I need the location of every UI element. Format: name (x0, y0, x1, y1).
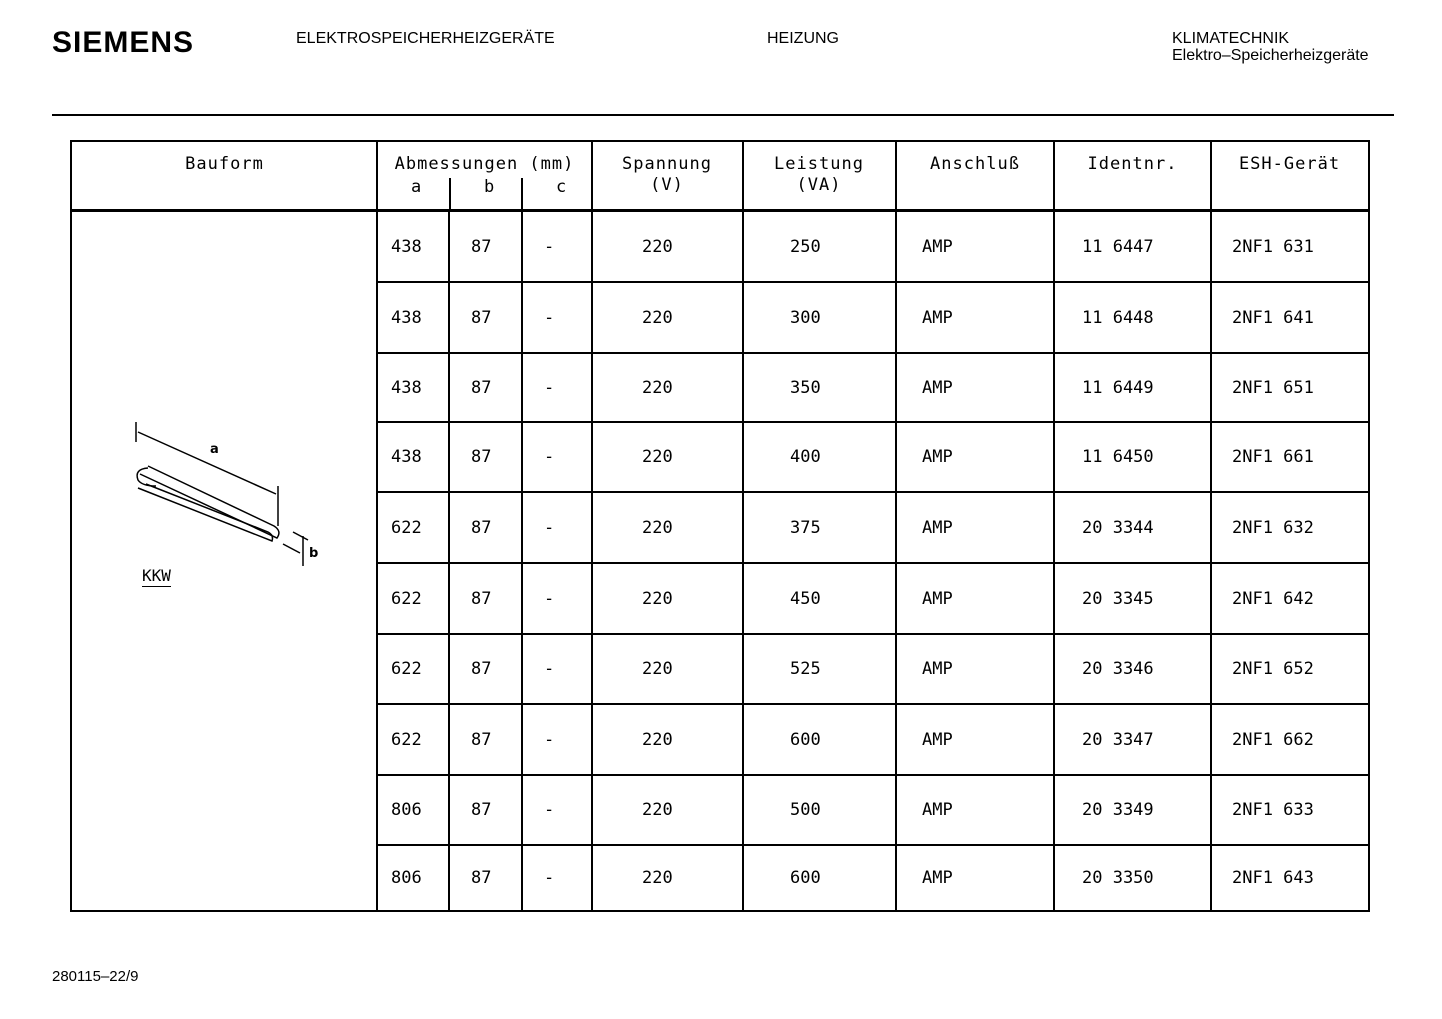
header-anschluss: Anschluß (930, 154, 1020, 174)
cell-ident: 20 3344 (1082, 517, 1154, 538)
cell-esh: 2NF1 651 (1232, 377, 1314, 398)
cell-v: 220 (642, 659, 673, 679)
cell-v: 220 (642, 307, 673, 328)
cell-conn: AMP (922, 588, 953, 609)
cell-c: - (544, 659, 555, 679)
cell-b: 87 (471, 377, 492, 398)
cell-ident: 11 6449 (1082, 377, 1154, 398)
cell-c: - (544, 729, 555, 750)
footer-code: 280115–22/9 (52, 968, 139, 985)
header-leistung-unit: (VA) (796, 175, 842, 195)
cell-conn: AMP (922, 236, 953, 257)
element-outer-shape (140, 466, 279, 538)
table-row (377, 635, 1368, 705)
table-row (377, 776, 1368, 846)
cell-va: 525 (790, 659, 821, 679)
header-category: ELEKTROSPEICHERHEIZGERÄTE (296, 30, 555, 47)
cell-conn: AMP (922, 868, 953, 888)
cell-a: 806 (391, 800, 422, 820)
cell-ident: 20 3350 (1082, 868, 1154, 888)
header-section: HEIZUNG (767, 30, 839, 47)
cell-b: 87 (471, 729, 492, 750)
cell-esh: 2NF1 661 (1232, 447, 1314, 467)
cell-v: 220 (642, 377, 673, 398)
cell-a: 438 (391, 307, 422, 328)
header-right-line1: KLIMATECHNIK (1172, 30, 1290, 47)
cell-b: 87 (471, 517, 492, 538)
table-row (377, 283, 1368, 354)
cell-c: - (544, 236, 555, 257)
cell-v: 220 (642, 868, 673, 888)
header-identnr: Identnr. (1087, 154, 1178, 174)
table-row (377, 846, 1368, 910)
cell-va: 400 (790, 447, 821, 467)
cell-esh: 2NF1 633 (1232, 800, 1314, 820)
cell-c: - (544, 307, 555, 328)
table-row (377, 564, 1368, 635)
cell-b: 87 (471, 307, 492, 328)
header-esh: ESH-Gerät (1238, 154, 1341, 174)
cell-c: - (544, 800, 555, 820)
cell-ident: 20 3347 (1082, 729, 1154, 750)
cell-va: 450 (790, 588, 821, 609)
cell-va: 300 (790, 307, 821, 328)
cell-esh: 2NF1 662 (1232, 729, 1314, 750)
header-right-line2: Elektro–Speicherheizgeräte (1172, 47, 1369, 64)
cell-v: 220 (642, 588, 673, 609)
dimension-line (283, 544, 300, 553)
cell-c: - (544, 517, 555, 538)
table-row (377, 423, 1368, 493)
cell-a: 622 (391, 729, 422, 750)
header-sub-divider (449, 178, 451, 212)
cell-conn: AMP (922, 659, 953, 679)
header-spannung (592, 154, 742, 196)
cell-a: 622 (391, 517, 422, 538)
cell-esh: 2NF1 642 (1232, 588, 1314, 609)
header-sub-divider (521, 178, 523, 212)
cell-c: - (544, 588, 555, 609)
cell-esh: 2NF1 652 (1232, 659, 1314, 679)
cell-b: 87 (471, 447, 492, 467)
cell-a: 438 (391, 447, 422, 467)
drawing-label-b: b (309, 546, 319, 561)
header-abmessungen: Abmessungen (mm) (394, 154, 575, 174)
cell-conn: AMP (922, 447, 953, 467)
cell-c: - (544, 377, 555, 398)
cell-conn: AMP (922, 800, 953, 820)
header-sub-a: a (411, 177, 422, 197)
header-leistung (742, 154, 896, 196)
heating-element-drawing (128, 414, 358, 584)
table-row (377, 354, 1368, 423)
table-header-row (72, 142, 1368, 212)
cell-c: - (544, 868, 555, 888)
header-spannung-unit: (V) (650, 175, 684, 195)
cell-va: 500 (790, 800, 821, 820)
cell-b: 87 (471, 800, 492, 820)
cell-b: 87 (471, 588, 492, 609)
cell-ident: 20 3345 (1082, 588, 1154, 609)
cell-ident: 20 3349 (1082, 800, 1154, 820)
header-bauform: Bauform (185, 154, 264, 174)
table-row (377, 212, 1368, 283)
cell-ident: 11 6450 (1082, 447, 1154, 467)
cell-b: 87 (471, 236, 492, 257)
cell-v: 220 (642, 236, 673, 257)
cell-va: 375 (790, 517, 821, 538)
cell-a: 622 (391, 659, 422, 679)
cell-v: 220 (642, 517, 673, 538)
cell-a: 438 (391, 236, 422, 257)
header-sub-b: b (484, 177, 495, 197)
bauform-label: KKW (142, 566, 171, 585)
header-sub-c: c (556, 177, 567, 197)
cell-b: 87 (471, 868, 492, 888)
cell-a: 622 (391, 588, 422, 609)
header-spannung-label: Spannung (622, 154, 712, 174)
drawing-label-a: a (210, 442, 219, 457)
cell-v: 220 (642, 729, 673, 750)
cell-a: 806 (391, 868, 422, 888)
cell-conn: AMP (922, 377, 953, 398)
cell-esh: 2NF1 632 (1232, 517, 1314, 538)
cell-ident: 11 6447 (1082, 236, 1154, 257)
dimension-line (138, 432, 276, 494)
header-leistung-label: Leistung (774, 154, 864, 174)
cell-b: 87 (471, 659, 492, 679)
cell-va: 250 (790, 236, 821, 257)
cell-conn: AMP (922, 307, 953, 328)
cell-esh: 2NF1 641 (1232, 307, 1314, 328)
brand-logo: SIEMENS (52, 26, 195, 59)
table-row (377, 705, 1368, 776)
cell-ident: 11 6448 (1082, 307, 1154, 328)
cell-esh: 2NF1 631 (1232, 236, 1314, 257)
cell-a: 438 (391, 377, 422, 398)
cell-c: - (544, 447, 555, 467)
parts-table (70, 140, 1370, 912)
cell-v: 220 (642, 800, 673, 820)
cell-v: 220 (642, 447, 673, 467)
cell-va: 350 (790, 377, 821, 398)
table-row (377, 493, 1368, 564)
cell-conn: AMP (922, 729, 953, 750)
cell-esh: 2NF1 643 (1232, 868, 1314, 888)
cell-va: 600 (790, 729, 821, 750)
cell-ident: 20 3346 (1082, 659, 1154, 679)
cell-conn: AMP (922, 517, 953, 538)
dimension-line (293, 532, 308, 540)
header-rule (52, 114, 1394, 116)
cell-va: 600 (790, 868, 821, 888)
header-right (1172, 30, 1369, 64)
